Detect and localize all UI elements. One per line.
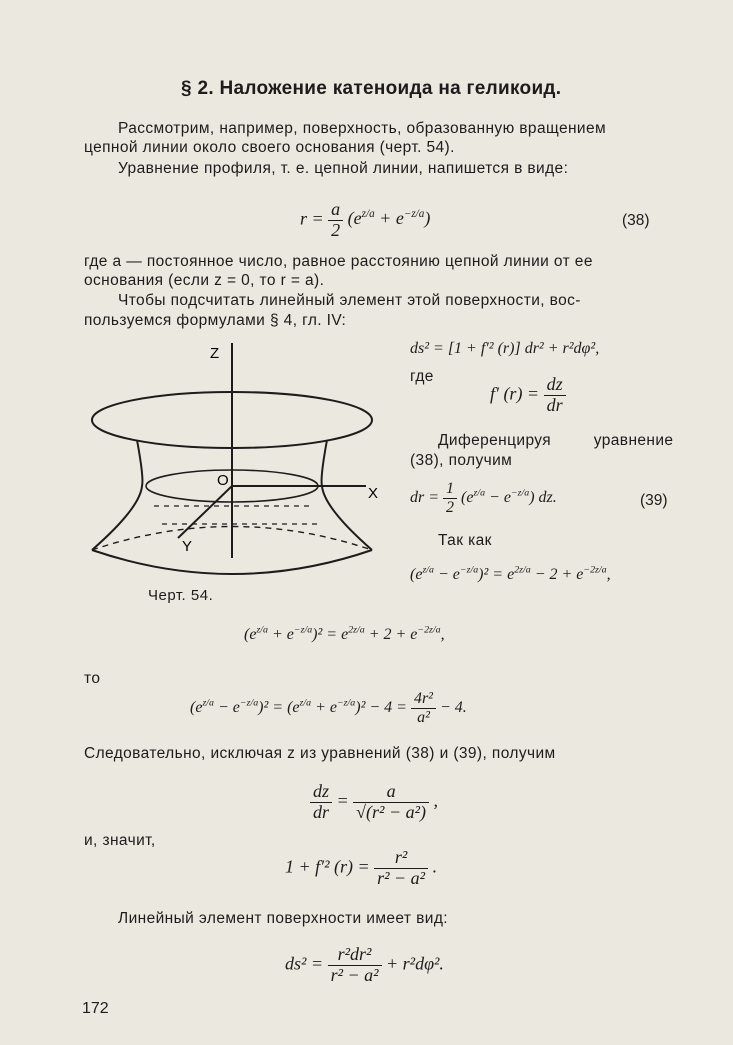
dzdr-equation: $\frac{dz}{dr}$ = $\frac{a}{\text{√(r² − a²)}}$ , [310,782,438,823]
fprime-squared-equation: 1 + f′² (r) = $\frac{\text{r²}}{\text{r² − a²}}$ . [285,847,438,888]
square-plus-equation: $(e^{z/a} + e^{-z/a})^2 = e^{2z/a} + 2 + e^{-2z/a}$, [244,625,445,644]
final-equation: ds² = $\frac{\text{r²dr²}}{\text{r² − a²}}$ + r²dφ². [285,944,444,985]
equation-38: r = $\frac{a}{2}$ $(e^{z/a} + e^{-z/a})$ [300,199,431,240]
axis-x-label: X [368,485,379,502]
page-number: 172 [82,1000,109,1017]
since-label: Так как [438,532,492,549]
figure-caption: Черт. 54. [148,587,214,604]
catenoid-figure [82,338,392,588]
diff-line-2: (38), получим [410,452,513,469]
diff-line-1: Диференцируя уравнение [438,432,674,449]
and-so-label: и, значит, [84,832,156,849]
paragraph-3-line-1: где a — постоянное число, равное расстоянию цепной линии от ее [84,253,593,270]
paragraph-4-line-1: Чтобы подсчитать линейный элемент этой поверхности, вос- [118,292,581,309]
difference-square-equation: $(e^{z/a} - e^{-z/a})^2 = (e^{z/a} + e^{-z/a})^2 - 4$ = $\frac{\text{4r²}}{\text{a²}}$ − 4. [190,690,467,726]
equation-39-number: (39) [640,492,668,509]
ds2-equation: ds² = [1 + f′² (r)] dr² + r²dφ², [410,340,600,357]
origin-label: O [217,472,229,489]
where-label: где [410,368,434,385]
y-axis [178,486,232,538]
paragraph-2-line-1: Уравнение профиля, т. е. цепной линии, напишется в виде: [118,160,569,177]
axis-z-label: Z [210,345,220,362]
equation-38-number: (38) [622,212,650,229]
then-label: то [84,670,101,687]
profile-right [322,440,372,550]
axis-y-label: Y [182,538,193,555]
section-title: § 2. Наложение катеноида на геликоид. [181,78,562,99]
paragraph-3-line-2: основания (если z = 0, то r = a). [84,272,325,289]
paragraph-1-line-1: Рассмотрим, например, поверхность, образованную вращением [118,120,607,137]
paragraph-1-line-2: цепной линии около своего основания (черт. 54). [84,139,455,156]
line-element-label: Линейный элемент поверхности имеет вид: [118,910,448,927]
profile-left [92,440,142,550]
fprime-equation: f′ (r) = $\frac{dz}{dr}$ [490,375,566,416]
equation-39: dr = $\frac{1}{2}$ $(e^{z/a} - e^{-z/a})$ dz. [410,480,557,516]
paragraph-4-line-2: пользуемся формулами § 4, гл. IV: [84,312,347,329]
hence-line: Следовательно, исключая z из уравнений (38) и (39), получим [84,745,556,762]
square-minus-equation: $(e^{z/a} - e^{-z/a})^2 = e^{2z/a} - 2 + e^{-2z/a}$, [410,565,611,584]
